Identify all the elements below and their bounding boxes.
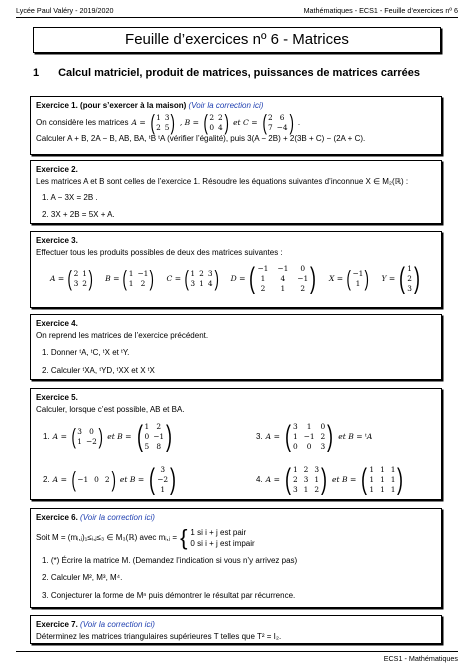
item-number: 3.: [256, 432, 263, 442]
page-header: [16, 5, 458, 18]
matrix-a: ( 1 3 2 5 ): [150, 109, 176, 135]
label-a: A =: [52, 475, 67, 485]
exercise-6: [30, 508, 442, 608]
ex4-text: On reprend les matrices de l’exercice précédent.: [36, 330, 209, 340]
header-left: Lycée Paul Valéry - 2019/2020: [16, 6, 114, 15]
ex7-text: Déterminez les matrices triangulaires supérieures T telles que T² = I₂.: [36, 631, 282, 641]
item-number: 2.: [43, 475, 50, 485]
ex4-item-2: 2. Calculer ᵗXA, ᵗYD, ᵗXX et X ᵗX: [42, 365, 155, 375]
label-b: et B =: [332, 475, 357, 485]
ex3-label-y: Y =: [381, 274, 396, 284]
ex6-item-1: 1. (*) Écrire la matrice M. (Demandez l’indication si vous n’y arrivez pas): [42, 555, 298, 565]
ex3-heading: Exercice 3.: [36, 236, 78, 245]
ex6-case-1: 1 si i + j est pair: [190, 527, 247, 537]
ex5-text: Calculer, lorsque c’est possible, AB et BA.: [36, 404, 185, 414]
exercise-5: [30, 388, 442, 500]
ex4-item-1: 1. Donner ᵗA, ᵗC, ᵗX et ᵗY.: [42, 348, 130, 357]
label-b: et B = ᵗA: [338, 432, 373, 442]
matrix-a: ( 3 0 1 −2 ): [71, 424, 103, 449]
ex6-heading: Exercice 6.: [36, 513, 78, 522]
ex1-line1-end: .: [297, 117, 301, 127]
ex1-line1: On considère les matrices: [36, 117, 129, 127]
ex5-item-3: [256, 422, 372, 452]
ex7-correction-link[interactable]: (Voir la correction ici): [80, 620, 155, 629]
matrix-y: ( 1 2 3 ): [399, 262, 420, 295]
ex5-item-2: [43, 465, 178, 495]
ex6-case-2: 0 si i + j est impair: [190, 538, 255, 548]
matrix-a: ( 2 1 3 2 ): [67, 266, 93, 291]
ex6-item-2: 2. Calculer M², M³, M⁴.: [42, 573, 123, 582]
label-b: et B =: [107, 432, 132, 442]
ex4-heading: Exercice 4.: [36, 319, 78, 328]
matrix-d: ( −1 −1 0 1 4 −1 2 1 2 ): [249, 262, 317, 295]
matrix-b: ( 1 −1 1 2 ): [122, 266, 155, 291]
label-a: A =: [265, 475, 280, 485]
ex2-heading: Exercice 2.: [36, 165, 78, 174]
ex1-subtitle: (pour s’exercer à la maison): [80, 101, 187, 110]
matrix-b: ( 2 2 0 4 ): [203, 109, 229, 135]
ex6-correction-link[interactable]: (Voir la correction ici): [80, 513, 155, 522]
ex1-label-b: , B =: [179, 117, 199, 127]
exercise-2: [30, 160, 442, 224]
page-footer: ECS1 - Mathématiques: [16, 651, 458, 663]
matrix-c: ( 1 2 3 3 1 4 ): [184, 266, 219, 291]
ex5-heading: Exercice 5.: [36, 393, 78, 402]
ex2-item-2: 2. 3X + 2B = 5X + A.: [42, 209, 115, 219]
ex1-correction-link[interactable]: (Voir la correction ici): [188, 101, 264, 110]
page-title: Feuille d’exercices nº 6 - Matrices: [33, 27, 441, 53]
exercise-4: [30, 314, 442, 380]
brace-icon: {: [180, 524, 188, 550]
matrix-b: ( 3 −2 1 ): [149, 463, 177, 496]
section-title: Calcul matriciel, produit de matrices, puissances de matrices carrées: [58, 67, 421, 79]
matrix-a: ( −1 0 2 ): [71, 467, 116, 492]
section-number: 1: [33, 67, 40, 79]
matrix-a: ( 3 1 0 1 −1 2 0 0 3 ): [284, 420, 334, 453]
ex7-heading: Exercice 7.: [36, 620, 78, 629]
matrix-x: ( −1 1 ): [346, 266, 370, 291]
ex1-heading: Exercice 1.: [36, 101, 78, 110]
ex3-label-x: X =: [328, 274, 344, 284]
ex1-label-a: A =: [131, 117, 146, 127]
matrix-b: ( 1 1 1 1 1 1 1 1 1 ): [361, 463, 404, 496]
matrix-c: ( 2 6 7 −4 ): [262, 109, 294, 135]
ex6-definition: Soit M = (mᵢ,ⱼ)₁≤ᵢ,ⱼ≤₃ ∈ M₃(ℝ) avec mᵢ,ⱼ =: [36, 532, 178, 542]
ex2-text: Les matrices A et B sont celles de l’exercice 1. Résoudre les équations suivantes d’inconnue X ∈ M₂(ℝ) :: [36, 176, 409, 186]
ex1-label-c: et C =: [233, 117, 258, 127]
ex3-label-c: C =: [166, 274, 182, 284]
matrix-a: ( 1 2 3 2 3 1 3 1 2 ): [284, 463, 328, 496]
ex3-text: Effectuer tous les produits possibles de deux des matrices suivantes :: [36, 247, 283, 257]
section-heading: [33, 67, 420, 79]
item-number: 4.: [256, 475, 263, 485]
item-number: 1.: [43, 432, 50, 442]
label-a: A =: [265, 432, 280, 442]
ex3-label-b: B =: [105, 274, 120, 284]
ex1-line2: Calculer A + B, 2A − B, AB, BA, ᵗB ᵗA (vérifier l’égalité), puis 3(A − 2B) + 2(3B + C) − (2A + C).: [36, 133, 366, 143]
exercise-3: [30, 231, 442, 308]
ex2-item-1: 1. A − 3X = 2B .: [42, 193, 98, 202]
ex6-item-3: 3. Conjecturer la forme de Mⁿ puis démontrer le résultat par récurrence.: [42, 590, 296, 600]
label-a: A =: [52, 432, 67, 442]
ex5-item-4: [256, 465, 405, 495]
label-b: et B =: [119, 475, 145, 485]
ex5-item-1: [43, 422, 174, 452]
matrix-b: ( 1 2 0 −1 5 8 ): [136, 420, 173, 453]
ex3-label-a: A =: [50, 274, 65, 284]
exercise-1: [30, 96, 442, 155]
header-right: Mathématiques - ECS1 - Feuille d’exercices nº 6: [303, 6, 458, 15]
ex3-label-d: D =: [230, 274, 246, 284]
exercise-7: [30, 615, 442, 644]
